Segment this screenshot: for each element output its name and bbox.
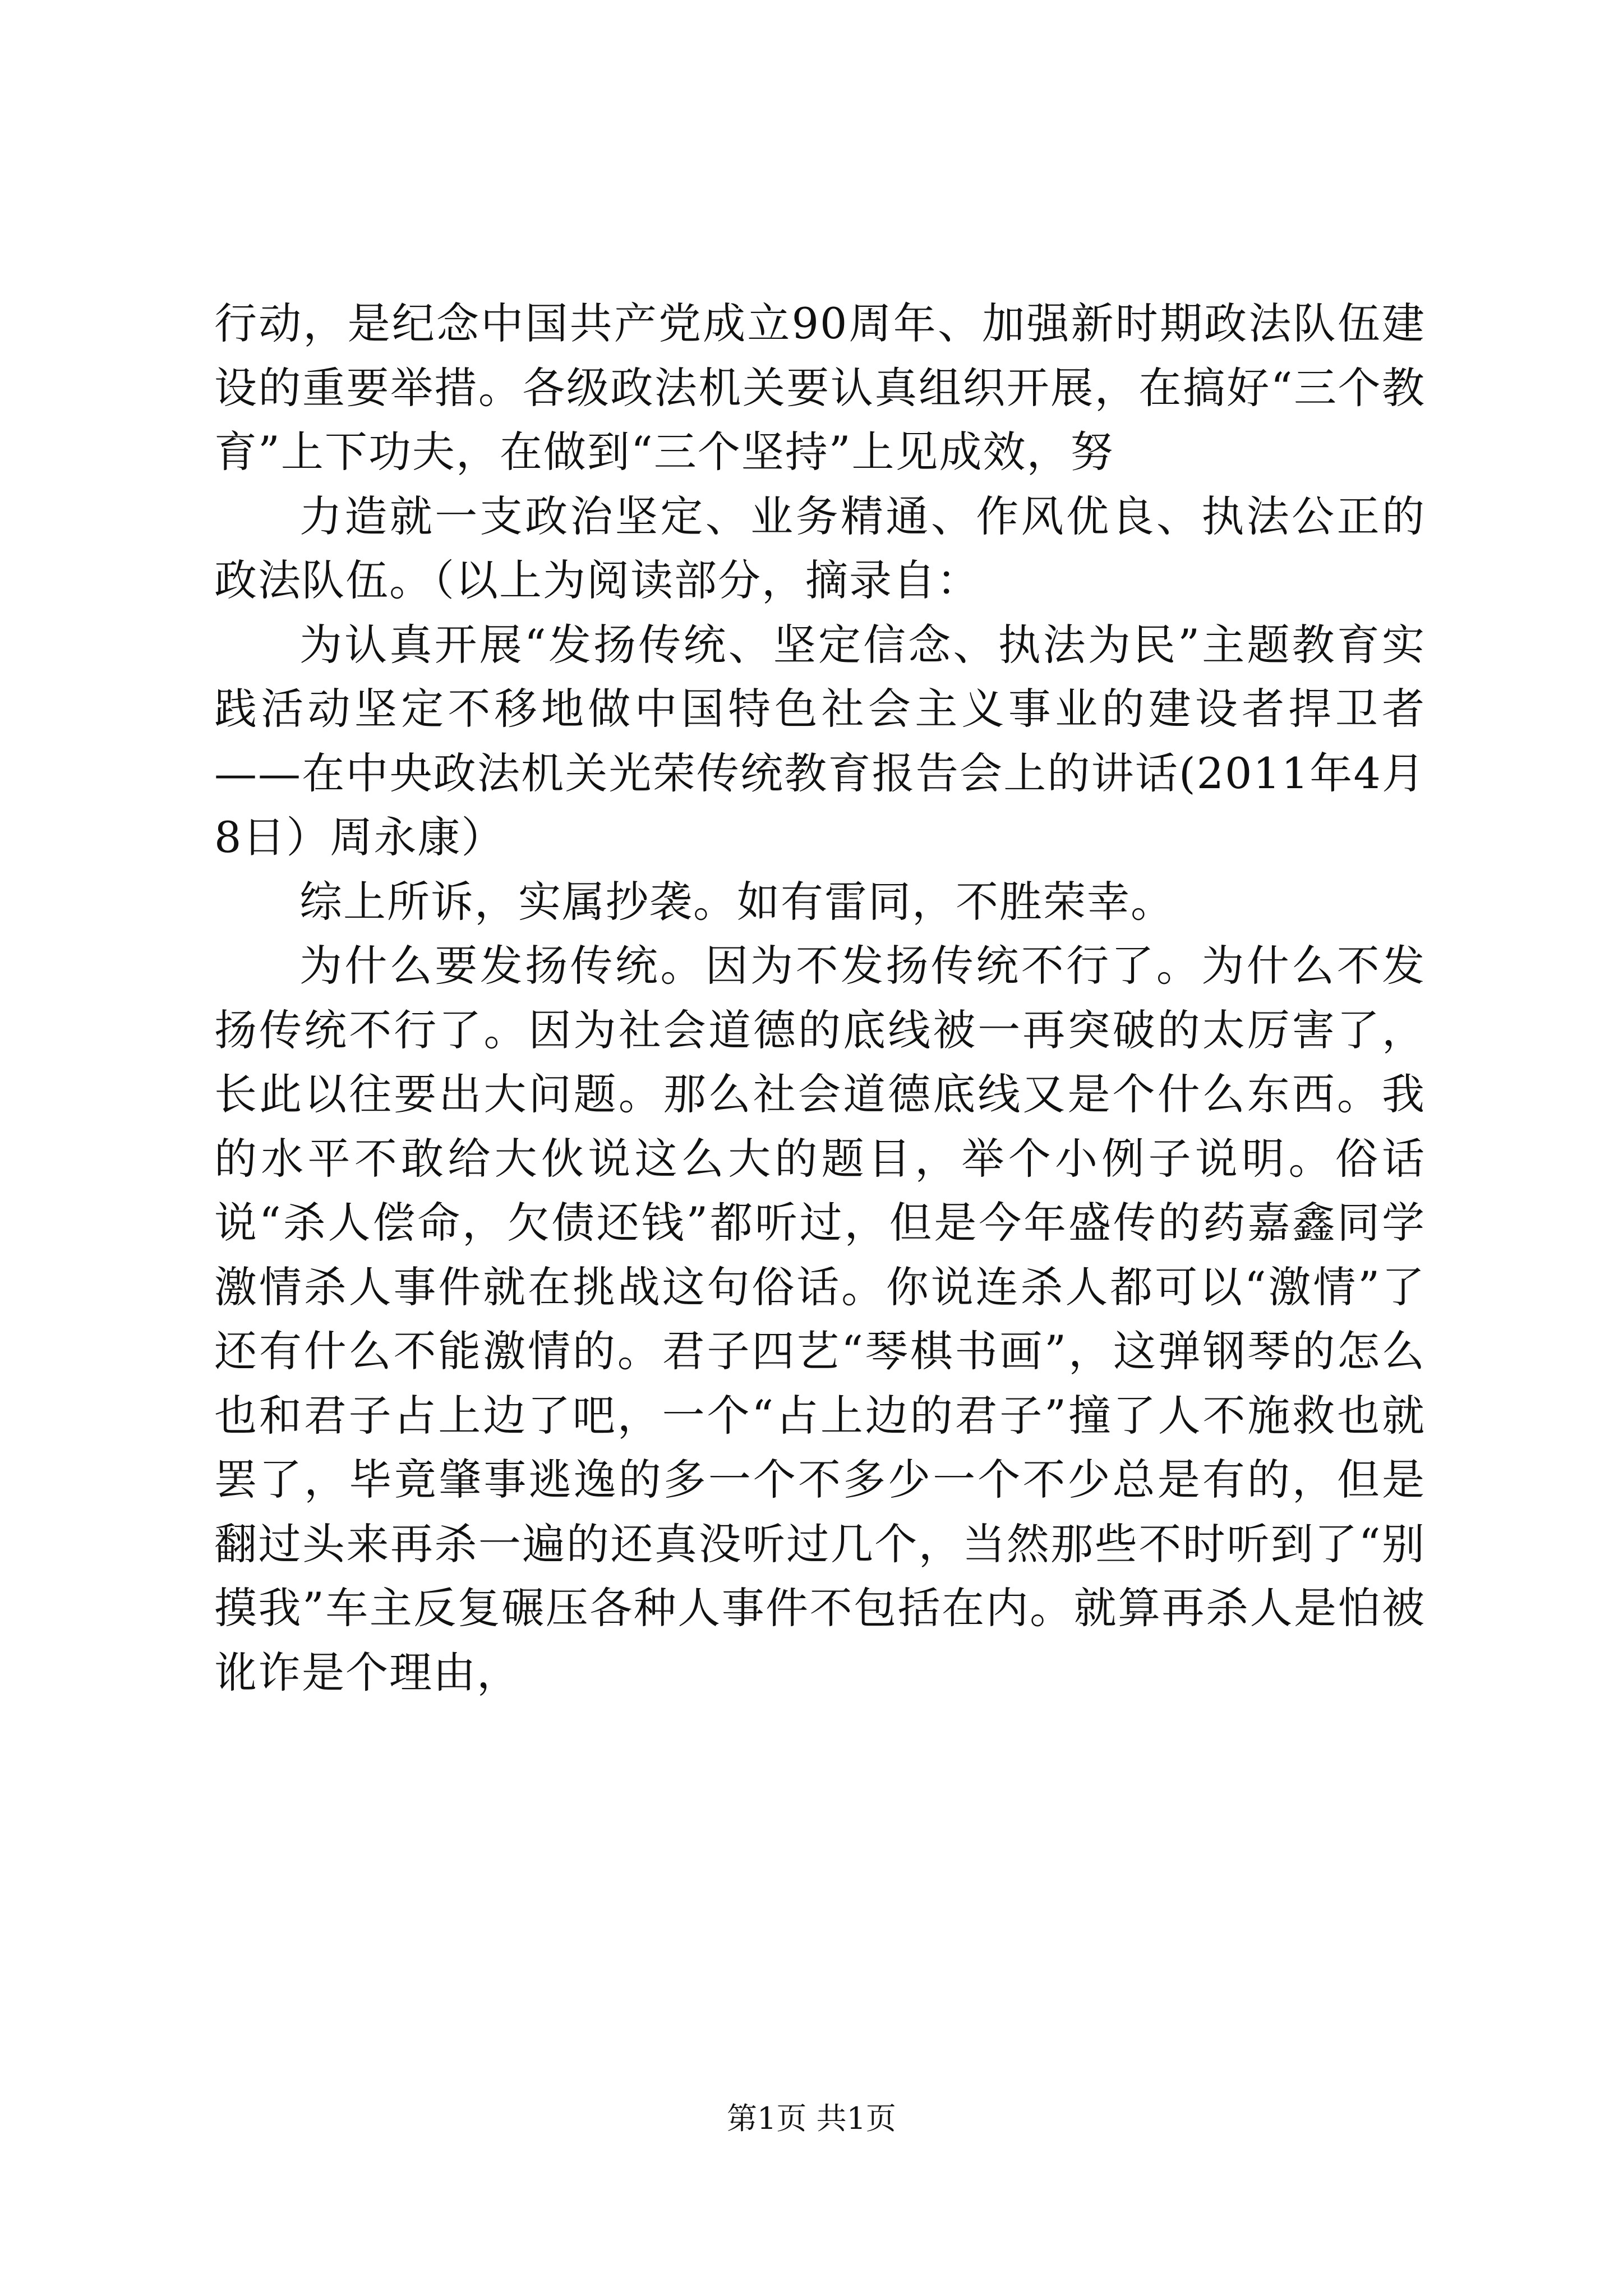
paragraph-1: 行动，是纪念中国共产党成立90周年、加强新时期政法队伍建设的重要举措。各级政法机关要认真组织开展，在搞好“三个教育”上下功夫，在做到“三个坚持”上见成效，努 — [214, 298, 1426, 477]
page-footer: 第1页 共1页 — [727, 2101, 896, 2136]
paragraph-2: 力造就一支政治坚定、业务精通、作风优良、执法公正的政法队伍。（以上为阅读部分，摘录自： — [214, 491, 1426, 605]
paragraph-5: 为什么要发扬传统。因为不发扬传统不行了。为什么不发扬传统不行了。因为社会道德的底线被一再突破的太厉害了，长此以往要出大问题。那么社会道德底线又是个什么东西。我的水平不敢给大伙说这么大的题目，举个小例子说明。俗话说“杀人偿命，欠债还钱”都听过，但是今年盛传的药嘉鑫同学激情杀人事件就在挑战这句俗话。你说连杀人都可以“激情”了还有什么不能激情的。君子四艺“琴棋书画”，这弹钢琴的怎么也和君子占上边了吧，一个“占上边的君子”撞了人不施救也就罢了，毕竟肇事逃逸的多一个不多少一个不少总是有的，但是翻过头来再杀一遍的还真没听过几个，当然那些不时听到了“别摸我”车主反复碾压各种人事件不包括在内。就算再杀人是怕被讹诈是个理由， — [214, 941, 1426, 1697]
document-body — [214, 292, 1426, 1705]
paragraph-4: 综上所诉，实属抄袭。如有雷同，不胜荣幸。 — [299, 876, 1174, 927]
paragraph-3: 为认真开展“发扬传统、坚定信念、执法为民”主题教育实践活动坚定不移地做中国特色社会主义事业的建设者捍卫者——在中央政法机关光荣传统教育报告会上的讲话(2011年4月8日）周永康） — [214, 619, 1426, 862]
